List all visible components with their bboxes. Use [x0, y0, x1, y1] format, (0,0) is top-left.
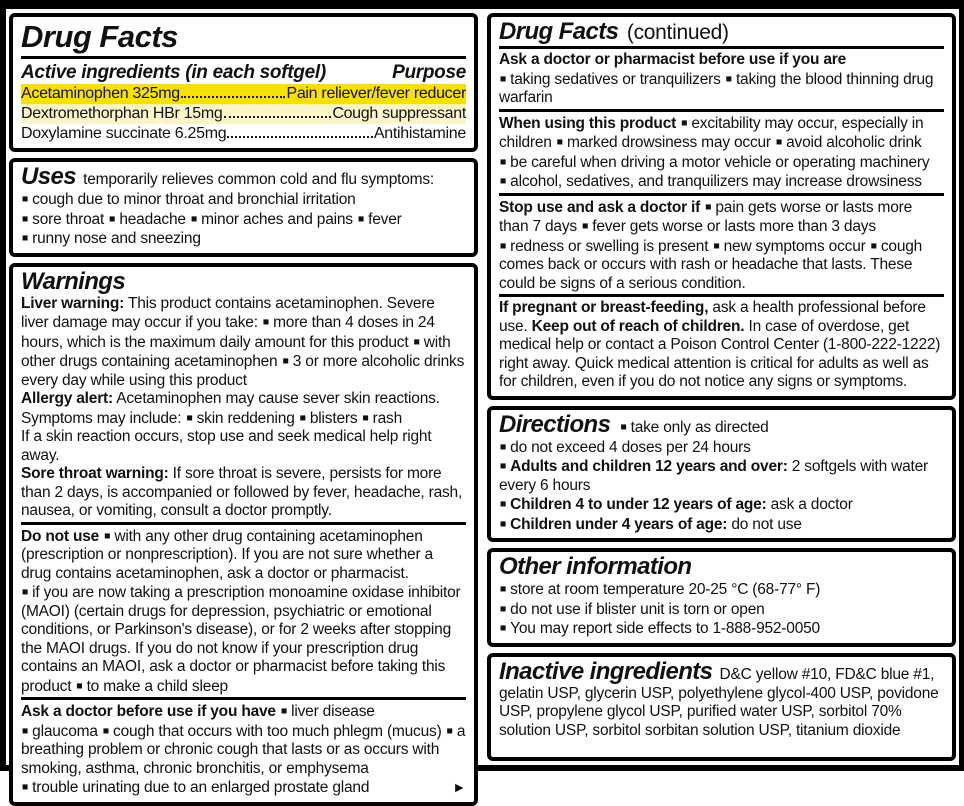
text-segment: headache [119, 210, 190, 228]
text-segment: if you are now taking a prescription monoamine oxidase inhibitor (MAOI) (certain drugs for depression, psychiatric or emotional conditions, or Parkinson's disease), or for 2 weeks after stopping the MAOI drugs. If you do not know if your prescription drug contains an MAOI, ask a doctor or pharmacist before taking this product [21, 584, 461, 695]
warnings-section [21, 269, 466, 798]
bullet-square-icon: ■ [413, 335, 420, 348]
section-title: Other information [499, 553, 692, 580]
section-title: Directions [499, 410, 617, 438]
text-block [499, 114, 944, 192]
divider [499, 294, 944, 297]
text-block [499, 412, 944, 438]
bullet-square-icon: ■ [362, 411, 369, 424]
bullet-square-icon: ■ [102, 724, 110, 737]
bullet-square-icon: ■ [190, 212, 198, 225]
text-segment: Stop use and ask a doctor if [499, 198, 705, 216]
text-block [21, 722, 466, 779]
bullet-square-icon: ■ [22, 212, 29, 225]
text-segment: a breathing problem or chronic cough that lasts or as occurs with smoking, asthma, chronic bronchitis, or emphysema [21, 722, 466, 777]
directions-box [487, 406, 956, 543]
text-block [21, 390, 466, 428]
bullet-square-icon: ■ [500, 498, 507, 510]
bullet-square-icon: ■ [22, 232, 29, 244]
section-title: Uses [21, 163, 76, 190]
continued-arrow-icon: ► [452, 779, 466, 795]
text-segment: glaucoma [32, 722, 102, 740]
text-segment: temporarily relieves common cold and flu symptoms: [78, 171, 435, 188]
bullet-square-icon: ■ [870, 239, 877, 252]
text-block [499, 600, 944, 620]
text-segment: ask a doctor [766, 496, 853, 513]
text-segment: When using this product [499, 114, 681, 132]
text-segment: be careful when driving a motor vehicle or operating machinery [510, 153, 930, 171]
text-segment: 3 or more alcoholic drinks every day while using this product [21, 353, 465, 389]
text-segment: excitability may occur, especially in children [499, 114, 924, 151]
text-segment: cough comes back or occurs with rash or headache that lasts. These could be signs of a serious condition. [499, 237, 923, 292]
text-segment: Ask a doctor or pharmacist before use if you are [499, 51, 847, 68]
active-ingredients-header-row [21, 61, 466, 84]
bullet-square-icon: ■ [22, 193, 29, 205]
continued-section [499, 19, 944, 392]
text-segment: avoid alcoholic drink [786, 134, 922, 151]
text-block [21, 778, 466, 798]
text-segment: more than 4 doses in 24 hours, which is the maximum daily amount for this product [21, 314, 435, 351]
text-block [499, 70, 944, 108]
bullet-square-icon: ■ [681, 116, 688, 129]
text-segment: redness or swelling is present [510, 237, 713, 255]
text-segment: If sore throat is severe, persists for more than 2 days, is accompanied or followed by fever, headache, rash, nausea, or vomiting, consult a doctor promptly. [21, 465, 463, 519]
text-block [499, 299, 944, 392]
text-block [499, 198, 944, 294]
text-block [21, 295, 466, 391]
text-segment: fever gets worse or lasts more than 3 days [592, 218, 876, 235]
bullet-square-icon: ■ [556, 136, 563, 148]
bullet-square-icon: ■ [500, 460, 507, 472]
text-block [499, 515, 944, 535]
text-segment: new symptoms occur [723, 237, 870, 255]
text-segment: marked drowsiness may occur [566, 134, 775, 151]
bullet-square-icon: ■ [620, 420, 627, 433]
bullet-square-icon: ■ [500, 155, 507, 168]
bullet-square-icon: ■ [500, 440, 507, 453]
divider [21, 56, 466, 59]
text-segment: You may report side effects to 1-888-952-0050 [510, 620, 820, 637]
text-block [21, 583, 466, 696]
text-segment: runny nose and sneezing [32, 230, 201, 247]
bullet-square-icon: ■ [280, 705, 288, 717]
dotted-leader [227, 136, 373, 138]
section-title: Warnings [21, 267, 126, 295]
text-segment: D&C yellow #10, FD&C blue #1, gelatin USP, glycerin USP, polyethylene glycol-400 USP, povidone USP, propylene glycol USP, purified water USP, sorbitol 70% solution USP, sorbitol sorbitan solution USP, titanium dioxide [499, 665, 939, 739]
text-block [21, 229, 466, 249]
uses-box [9, 158, 478, 257]
text-segment: Allergy alert: [21, 390, 113, 407]
bullet-square-icon: ■ [299, 411, 306, 424]
text-block [499, 554, 944, 580]
text-segment: Ask a doctor before use if you have [21, 703, 280, 720]
text-segment: taking sedatives or tranquilizers [510, 70, 725, 88]
text-segment: alcohol, sedatives, and tranquilizers may increase drowsiness [510, 173, 922, 190]
bullet-square-icon: ■ [725, 72, 732, 85]
bullet-square-icon: ■ [186, 411, 193, 424]
bullet-square-icon: ■ [500, 583, 507, 595]
text-segment: Liver warning: [21, 294, 125, 312]
text-segment: cough that occurs with too much phlegm (mucus) [113, 722, 446, 740]
bullet-square-icon: ■ [109, 212, 116, 225]
text-segment: sore throat [32, 210, 109, 228]
text-block [499, 438, 944, 458]
text-segment: minor aches and pains [201, 210, 357, 228]
text-segment: liver disease [291, 703, 375, 720]
active-ingredients-box [9, 13, 478, 152]
ingredient-purpose: Pain reliever/fever reducer [286, 85, 466, 102]
text-block [21, 702, 466, 722]
bullet-square-icon: ■ [262, 316, 270, 328]
text-block [21, 527, 466, 584]
directions-section [499, 412, 944, 535]
right-column [487, 13, 956, 761]
text-block [499, 659, 944, 741]
text-segment: pain gets worse or lasts more than 7 days [499, 198, 913, 235]
ingredient-purpose: Antihistamine [373, 125, 466, 142]
text-segment: taking the blood thinning drug warfarin [499, 70, 934, 106]
bullet-square-icon: ■ [500, 602, 507, 615]
text-block [21, 164, 466, 190]
divider [499, 46, 944, 49]
ingredient-name: Dextromethorphan HBr 15mg [21, 105, 223, 122]
text-segment: Sore throat warning: [21, 465, 169, 482]
left-column [9, 13, 478, 796]
bullet-square-icon: ■ [282, 355, 289, 367]
text-segment: ask a health professional before use. [499, 299, 926, 335]
text-segment: skin reddening [196, 409, 299, 427]
bullet-square-icon: ■ [22, 724, 29, 737]
text-segment: do not exceed 4 doses per 24 hours [510, 438, 751, 456]
divider [21, 522, 466, 525]
text-block [499, 580, 944, 600]
active-ingredient-row [21, 124, 466, 144]
other-information-section [499, 554, 944, 639]
ingredient-name: Acetaminophen 325mg [21, 85, 180, 102]
other-information-box [487, 548, 956, 647]
bullet-square-icon: ■ [500, 72, 507, 85]
bullet-square-icon: ■ [446, 724, 453, 737]
bullet-square-icon: ■ [22, 586, 29, 598]
text-segment: blisters [309, 409, 362, 427]
bullet-square-icon: ■ [76, 679, 83, 692]
inactive-ingredients-box [487, 653, 956, 762]
bullet-square-icon: ■ [713, 239, 720, 252]
text-segment: fever [368, 210, 402, 228]
divider [499, 109, 944, 112]
text-segment: cough due to minor throat and bronchial irritation [32, 191, 356, 208]
text-block [21, 428, 466, 465]
text-segment: take only as directed [630, 418, 769, 436]
bullet-square-icon: ■ [705, 200, 712, 213]
text-block [21, 269, 466, 295]
text-segment: store at room temperature 20-25 °C (68-77° F) [510, 581, 821, 598]
text-segment: Keep out of reach of children. [531, 317, 745, 335]
text-block [21, 465, 466, 521]
text-block [499, 51, 944, 70]
bullet-square-icon: ■ [582, 220, 589, 232]
active-ingredient-row [21, 84, 466, 104]
text-segment: Children 4 to under 12 years of age: [510, 496, 767, 513]
text-segment: Acetaminophen may cause sever skin reactions. Symptoms may include: [21, 390, 440, 427]
active-ingredients-header: Active ingredients (in each softgel) [21, 62, 326, 83]
text-segment: Adults and children 12 years and over: [510, 458, 788, 475]
text-segment: rash [372, 409, 402, 427]
text-segment: If pregnant or breast-feeding, [499, 299, 709, 316]
ingredient-name: Doxylamine succinate 6.25mg [21, 125, 227, 142]
divider [21, 697, 466, 700]
text-segment: do not use [727, 515, 802, 533]
drug-facts-continued-box [487, 13, 956, 400]
text-segment: to make a child sleep [86, 677, 228, 695]
text-segment: In case of overdose, get medical help or contact a Poison Control Center (1-800-222-1222) right away. Quick medical attention is critical for adults as well as for children, even if you do not notice any signs or symptoms. [499, 317, 941, 390]
text-segment: trouble urinating due to an enlarged prostate gland [32, 779, 370, 796]
text-segment: This product contains acetaminophen. Severe liver damage may occur if you take: [21, 294, 435, 331]
text-segment: Children under 4 years of age: [510, 515, 728, 533]
ingredient-purpose: Cough suppressant [332, 105, 466, 122]
text-segment: with other drugs containing acetaminophen [21, 333, 451, 370]
page-title: Drug Facts [21, 19, 178, 54]
text-segment: do not use if blister unit is torn or open [510, 600, 765, 618]
text-block [499, 457, 944, 495]
bullet-square-icon: ■ [775, 136, 783, 148]
bullet-square-icon: ■ [500, 622, 507, 634]
active-ingredients-table [21, 84, 466, 144]
purpose-header: Purpose [392, 62, 466, 83]
bullet-square-icon: ■ [500, 175, 507, 187]
uses-section [21, 164, 466, 249]
text-segment: If a skin reaction occurs, stop use and seek medical help right away. [21, 428, 432, 464]
bullet-square-icon: ■ [22, 781, 29, 793]
section-title: Drug Facts [499, 18, 619, 45]
text-block [499, 619, 944, 639]
text-block [499, 495, 944, 515]
inactive-ingredients-section [499, 659, 944, 741]
bullet-square-icon: ■ [500, 239, 507, 252]
text-segment: Do not use [21, 527, 104, 545]
active-ingredient-row [21, 104, 466, 124]
bullet-square-icon: ■ [104, 529, 111, 542]
bullet-square-icon: ■ [357, 212, 365, 225]
text-block [499, 19, 944, 45]
section-title: Inactive ingredients [499, 657, 713, 685]
dotted-leader [181, 96, 286, 98]
text-block [21, 190, 466, 210]
text-block [21, 210, 466, 230]
warnings-box [9, 263, 478, 806]
dotted-leader [224, 116, 332, 118]
text-segment: with any other drug containing acetaminophen (prescription or nonprescription). If you are not sure whether a drug contains acetaminophen, ask a doctor or pharmacist. [21, 527, 433, 582]
divider [499, 193, 944, 196]
text-segment: 2 softgels with water every 6 hours [499, 458, 929, 494]
text-segment: (continued) [621, 21, 729, 44]
bullet-square-icon: ■ [500, 517, 507, 530]
